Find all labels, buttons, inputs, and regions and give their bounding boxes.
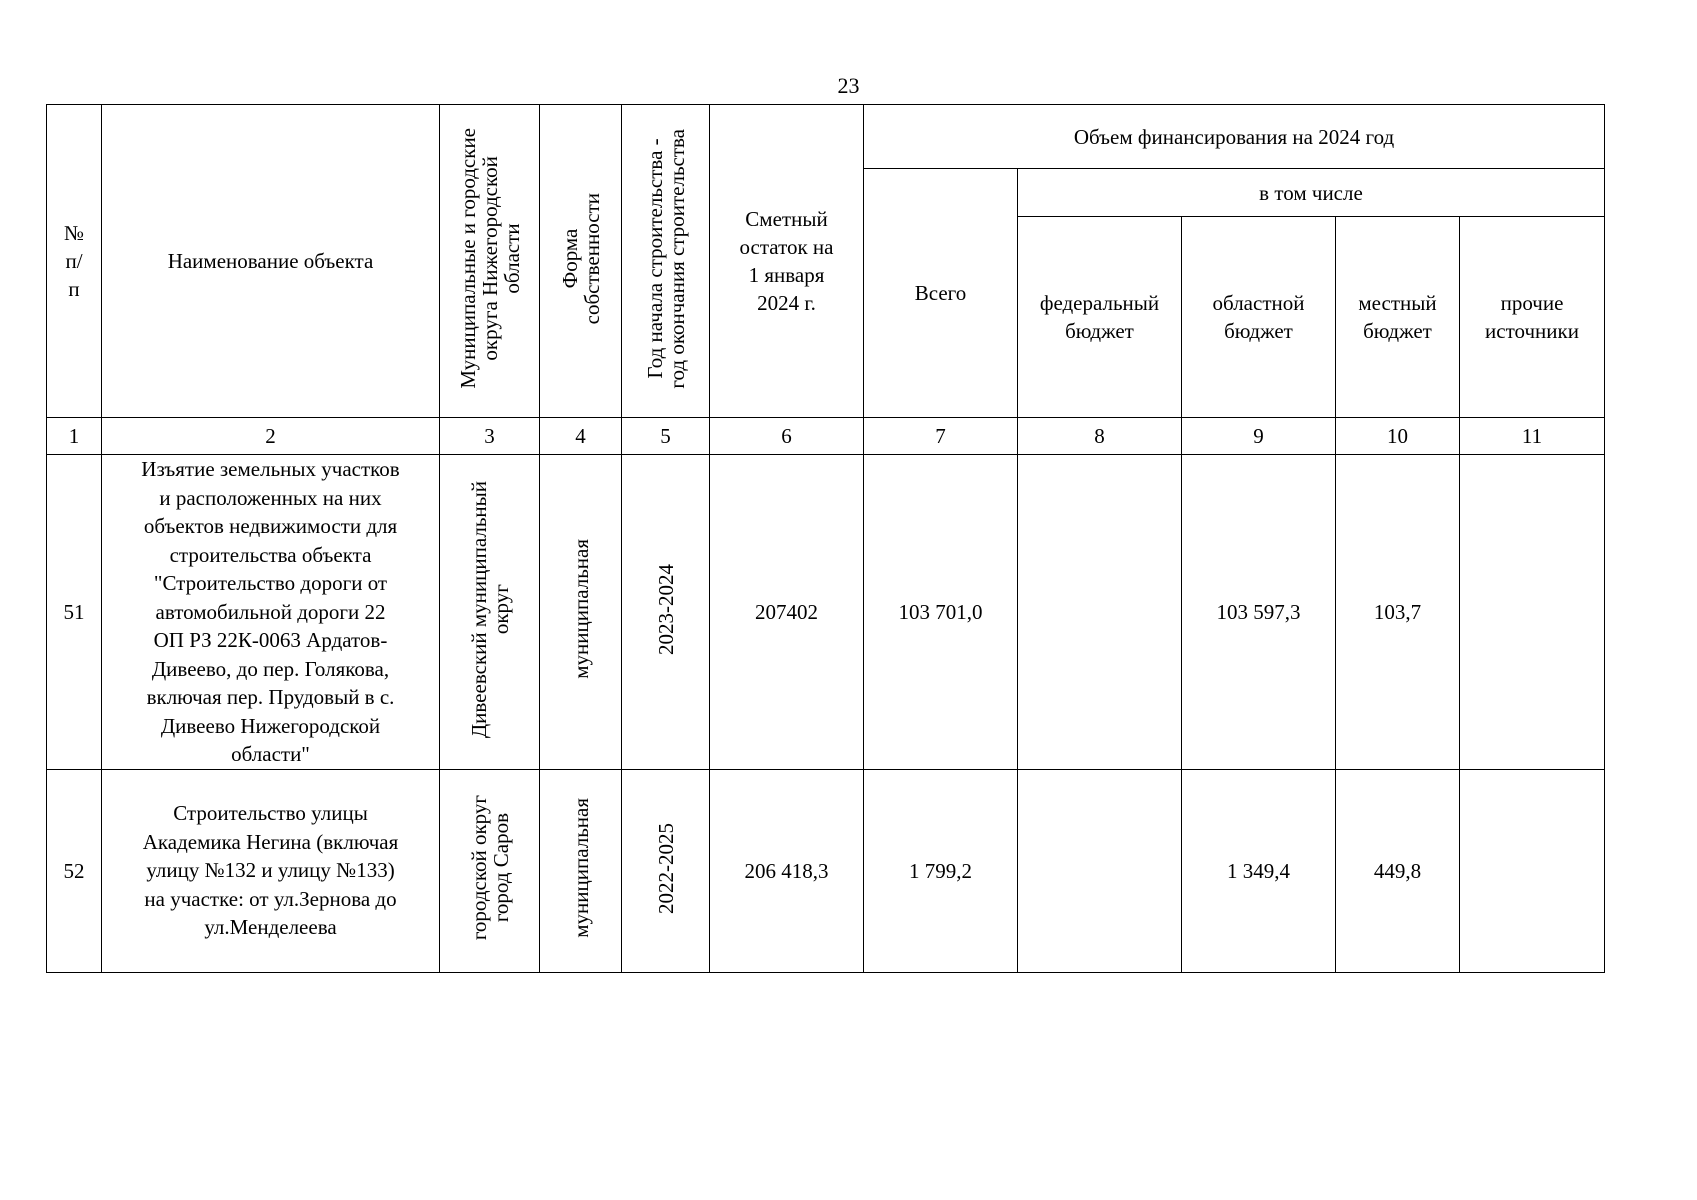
federal-budget: [1018, 769, 1182, 972]
header-funding-volume: Объем финансирования на 2024 год: [864, 105, 1605, 169]
header-total: Всего: [864, 169, 1018, 418]
total: 1 799,2: [864, 769, 1018, 972]
header-estimated-balance: Сметный остаток на 1 января 2024 г.: [710, 105, 864, 418]
column-number: 8: [1018, 418, 1182, 455]
object-name: Строительство улицы Академика Негина (включая улицу №132 и улицу №133) на участке: от ул.Зернова до ул.Менделеева: [102, 769, 440, 972]
page-number: 23: [837, 73, 860, 98]
table-row: [47, 769, 1605, 972]
local-budget: 103,7: [1336, 455, 1460, 770]
row-num: 51: [47, 455, 102, 770]
row-num: 52: [47, 769, 102, 972]
header-other: прочие источники: [1460, 217, 1605, 418]
municipality: Дивеевский муниципальный округ: [440, 455, 540, 770]
regional-budget: 103 597,3: [1182, 455, 1336, 770]
column-number: 10: [1336, 418, 1460, 455]
other-sources: [1460, 455, 1605, 770]
column-number: 9: [1182, 418, 1336, 455]
ownership: муниципальная: [540, 769, 622, 972]
table-row: [47, 455, 1605, 770]
header-ownership: Форма собственности: [540, 105, 622, 418]
ownership: муниципальная: [540, 455, 622, 770]
municipality: городской округ город Саров: [440, 769, 540, 972]
header-regional: областной бюджет: [1182, 217, 1336, 418]
column-number: 1: [47, 418, 102, 455]
regional-budget: 1 349,4: [1182, 769, 1336, 972]
other-sources: [1460, 769, 1605, 972]
header-row-1: [47, 105, 1605, 169]
column-number: 11: [1460, 418, 1605, 455]
header-years: Год начала строительства - год окончания строительства: [622, 105, 710, 418]
years: 2023-2024: [622, 455, 710, 770]
column-number-row: [47, 418, 1605, 455]
local-budget: 449,8: [1336, 769, 1460, 972]
header-name: Наименование объекта: [102, 105, 440, 418]
column-number: 6: [710, 418, 864, 455]
header-municipality: Муниципальные и городские округа Нижегородской области: [440, 105, 540, 418]
estimated-balance: 206 418,3: [710, 769, 864, 972]
column-number: 4: [540, 418, 622, 455]
years: 2022-2025: [622, 769, 710, 972]
financing-table: [46, 104, 1605, 973]
column-number: 5: [622, 418, 710, 455]
header-local: местный бюджет: [1336, 217, 1460, 418]
column-number: 7: [864, 418, 1018, 455]
estimated-balance: 207402: [710, 455, 864, 770]
column-number: 2: [102, 418, 440, 455]
total: 103 701,0: [864, 455, 1018, 770]
federal-budget: [1018, 455, 1182, 770]
header-num: № п/ п: [47, 105, 102, 418]
object-name: Изъятие земельных участков и расположенных на них объектов недвижимости для строительства объекта "Строительство дороги от автомобильной дороги 22 ОП РЗ 22К-0063 Ардатов- Дивеево, до пер. Голякова, включая пер. Прудовый в с. Дивеево Нижегородской области": [102, 455, 440, 770]
header-federal: федеральный бюджет: [1018, 217, 1182, 418]
header-including: в том числе: [1018, 169, 1605, 217]
column-number: 3: [440, 418, 540, 455]
